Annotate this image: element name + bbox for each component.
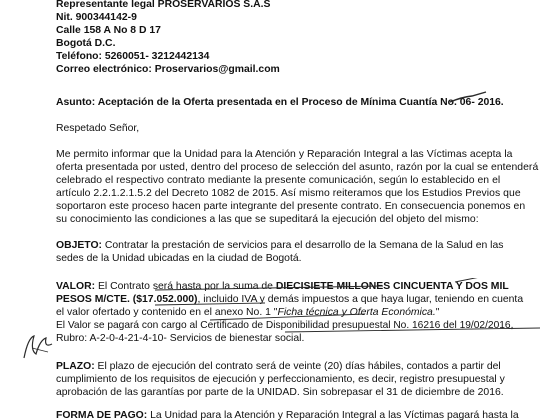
plazo-label: PLAZO: (56, 361, 95, 372)
intro-line: soportaron este proceso hacen parte integrante del presente contrato. En consecuencia ponemos en (56, 201, 526, 212)
intro-line: oferta presentada por usted, dentro del proceso de selección del asunto, razón por la cual se entenderá (56, 162, 539, 173)
valor-amount-words: DIECISIETE MILLONES CINCUENTA Y DOS MIL (275, 281, 509, 292)
objeto-label: OBJETO: (56, 240, 102, 251)
objeto-text: Contratar la prestación de servicios para el desarrollo de la Semana de la Salud en las (102, 240, 504, 251)
handwritten-initials-icon (18, 330, 60, 366)
subject-check-mark-icon (448, 88, 490, 106)
valor-currency: PESOS M/CTE. ( (56, 294, 137, 305)
salutation: Respetado Señor, (56, 123, 140, 134)
valor-annex: Ficha técnica y Oferta Económica. (277, 307, 436, 318)
forma-pago-text: La Unidad para la Atención y Reparación Integral a las Víctimas pagará hasta la (147, 410, 519, 420)
city-line: Bogotá D.C. (56, 38, 116, 49)
plazo-line (56, 361, 501, 373)
address-line: Calle 158 A No 8 D 17 (56, 25, 161, 36)
email-line: Correo electrónico: Proservarios@gmail.com (56, 64, 280, 75)
valor-text: , incluido IVA y demás impuestos a que haya lugar, teniendo en cuenta (197, 294, 524, 305)
valor-line: Rubro: A-2-0-4-21-4-10- Servicios de bienestar social. (56, 333, 305, 344)
forma-pago-label: FORMA DE PAGO: (56, 410, 148, 420)
intro-line: su conocimiento las condiciones a las que se supeditará la ejecución del objeto del mismo: (56, 214, 479, 225)
valor-text: El Contrato será hasta por la suma de (95, 281, 276, 292)
pen-underline-icon (155, 278, 555, 348)
intro-line: Me permito informar que la Unidad para la Atención y Reparación Integral a las Víctimas acepta la (56, 149, 513, 160)
valor-line: El Valor se pagará con cargo al Certificado de Disponibilidad presupuestal No. 16216 del 19/02/2016, (56, 320, 514, 331)
plazo-text: El plazo de ejecución del contrato será de veinte (20) días hábiles, contados a partir del (94, 361, 501, 372)
objeto-line (56, 240, 503, 252)
valor-text: el valor ofertado y contenido en el anexo No. 1 " (56, 307, 278, 318)
phone-line: Teléfono: 5260051- 3212442134 (56, 51, 210, 62)
intro-line: artículo 2.2.1.2.1.5.2 del Decreto 1082 de 2015. Así mismo reiteramos que los Estudios Previos que (56, 188, 521, 199)
nit-line: Nit. 900344142-9 (56, 12, 137, 23)
subject-line: Asunto: Aceptación de la Oferta presentada en el Proceso de Mínima Cuantía No. 06- 2016. (56, 97, 504, 108)
objeto-line: sedes de la Unidad ubicadas en la ciudad de Bogotá. (56, 253, 302, 264)
representante-line: Representante legal PROSERVARIOS S.A.S (56, 0, 271, 10)
plazo-line: aprobación de las garantías por parte de la UNIDAD. Sin sobrepasar el 31 de diciembre de 2016. (56, 387, 504, 398)
plazo-line: cumplimiento de los requisitos de ejecución y perfeccionamiento, es decir, registro presupuestal y (56, 374, 505, 385)
valor-text: " (435, 307, 440, 318)
valor-amount: $17.052.000) (136, 294, 198, 305)
forma-pago-line (56, 410, 519, 420)
intro-line: celebrado el respectivo contrato mediante la presente comunicación, según lo establecido en el (56, 175, 501, 186)
valor-label: VALOR: (56, 281, 96, 292)
